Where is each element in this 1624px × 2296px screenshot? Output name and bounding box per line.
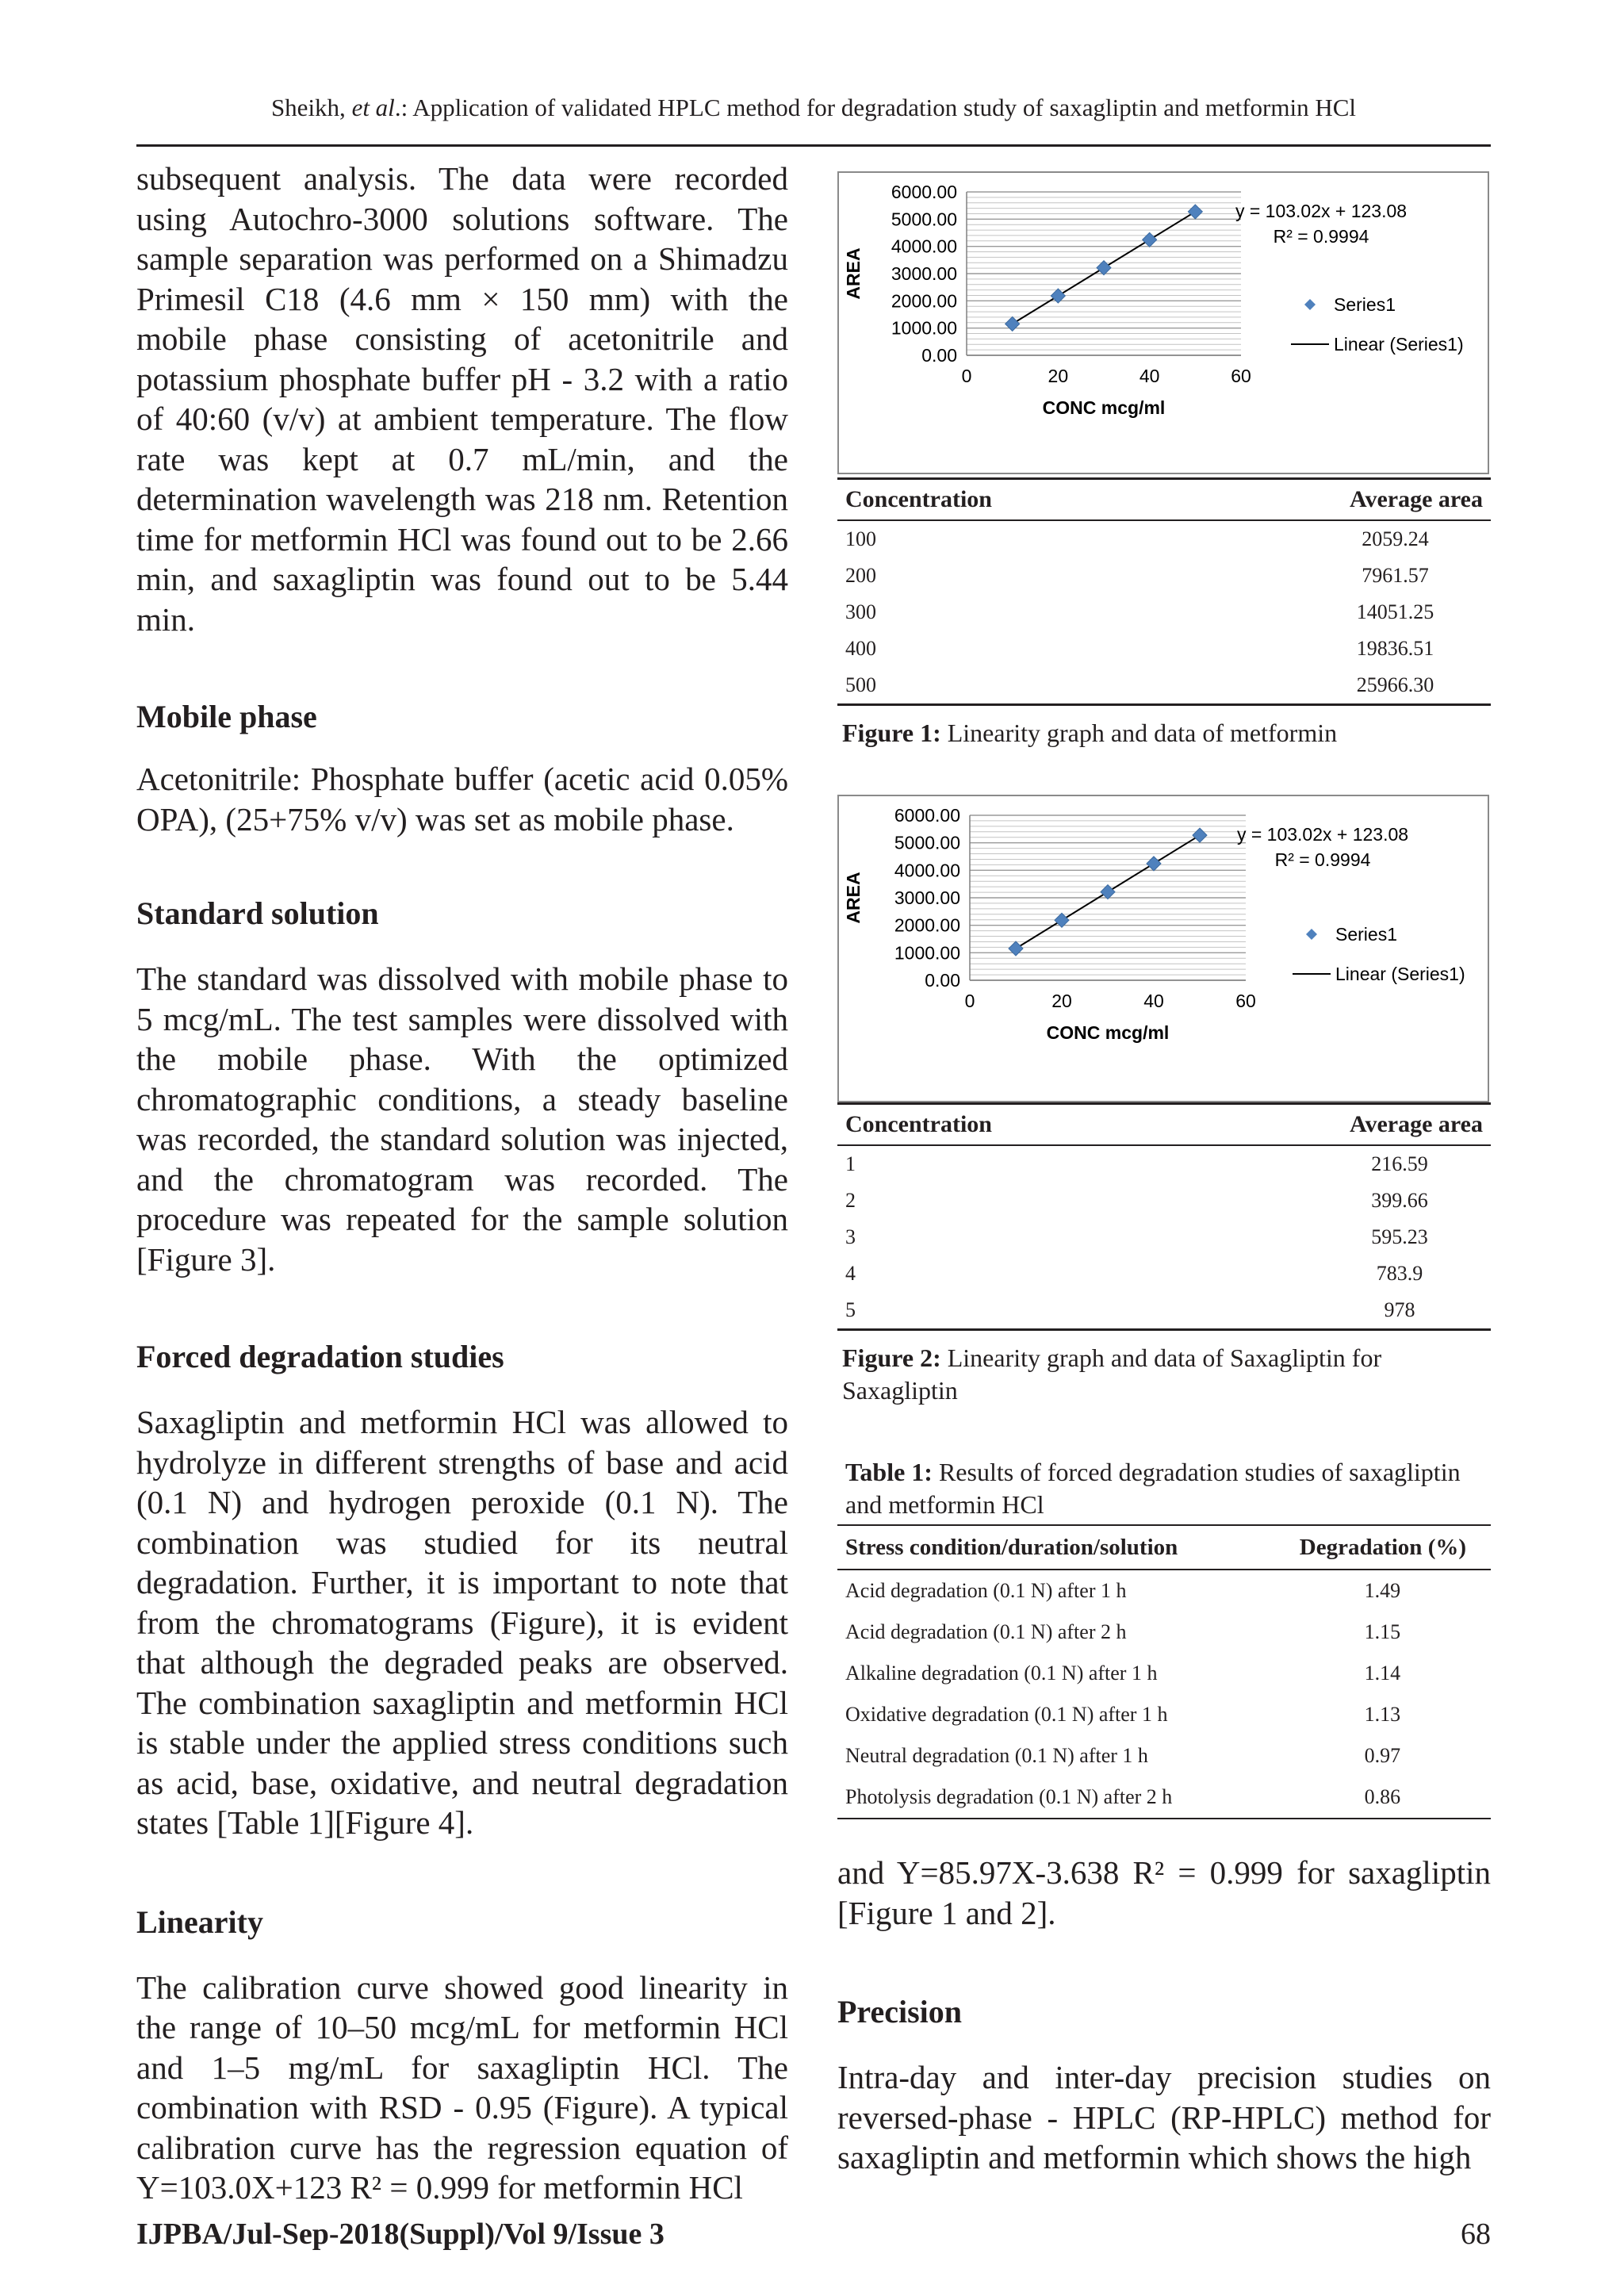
figure2-chart-svg <box>839 796 1488 1101</box>
y-axis-label: AREA <box>843 247 864 300</box>
data-point <box>1005 316 1020 331</box>
footer-journal: IJPBA/Jul-Sep-2018(Suppl)/Vol 9/Issue 3 <box>136 2217 665 2251</box>
table-row <box>837 594 1491 631</box>
table-row <box>837 631 1491 667</box>
y-tick-label: 0.00 <box>925 970 960 991</box>
cell-average-area: 25966.30 <box>1046 667 1491 705</box>
cell-concentration: 5 <box>837 1292 1055 1330</box>
cell-condition: Acid degradation (0.1 N) after 2 h <box>845 1620 1127 1643</box>
r-squared-label: R² = 0.9994 <box>1274 849 1371 870</box>
precision-paragraph: Intra-day and inter-day precision studies on reversed-phase - HPLC (RP-HPLC) method for saxagliptin and metformin which shows the high <box>837 2059 1491 2175</box>
table1-header-condition: Stress condition/duration/solution <box>837 1525 1275 1570</box>
figure2-header-concentration: Concentration <box>837 1104 1055 1146</box>
linearity-paragraph: The calibration curve showed good linearity in the range of 10–50 mcg/mL for metformin HCl and 1–5 mg/mL for saxagliptin HCl. The combination with RSD - 0.95 (Figure). A typical calibration curve has the regression equation of Y=103.0X+123 R² = 0.999 for metformin HCl <box>136 1968 788 2206</box>
trendline-equation: y = 103.02x + 123.08 <box>1235 201 1408 221</box>
table-row <box>837 558 1491 594</box>
table-row <box>837 1182 1491 1219</box>
x-tick-label: 40 <box>1139 366 1160 386</box>
figure2-caption-label: Figure 2: <box>842 1343 941 1372</box>
y-tick-label: 6000.00 <box>894 805 960 826</box>
running-header <box>136 94 1491 122</box>
cell-degradation: 1.49 <box>1364 1579 1401 1602</box>
method-paragraph: subsequent analysis. The data were recorded using Autochro-3000 solutions software. The sample separation was performed on a Shimadzu Primesil C18 (4.6 mm × 150 mm) with the mobile phase consisting of acetonitrile and potassium phosphate buffer pH - 3.2 with a ratio of 40:60 (v/v) at ambient temperature. The flow rate was kept at 0.7 mL/min, and the determination wavelength was 218 nm. Retention time for metformin HCl was found out to be 2.66 min, and saxagliptin was found out to be 5.44 min. <box>136 160 788 638</box>
cell-concentration: 300 <box>845 600 876 623</box>
left-column <box>136 159 788 2208</box>
table1-caption-label: Table 1: <box>845 1458 933 1486</box>
standard-solution-paragraph: The standard was dissolved with mobile phase to 5 mcg/mL. The test samples were dissolved with the mobile phase. With the optimized chromatographic conditions, a steady baseline was recorded, the standard solution was injected, and the chromatogram was recorded. The procedure was repeated for the sample solution [Figure 3]. <box>136 960 788 1278</box>
y-tick-label: 5000.00 <box>891 209 957 230</box>
page-number: 68 <box>1461 2217 1491 2251</box>
figure1-caption-text: Linearity graph and data of metformin <box>940 719 1338 747</box>
cell-condition: Photolysis degradation (0.1 N) after 2 h <box>837 1777 1275 1819</box>
legend-series-label: Series1 <box>1335 924 1397 945</box>
cell-concentration: 400 <box>845 637 876 660</box>
table-row <box>837 1570 1491 1612</box>
x-axis-label: CONC mcg/ml <box>1042 397 1166 418</box>
data-point <box>1188 205 1202 219</box>
x-tick-label: 60 <box>1231 366 1251 386</box>
table-row <box>837 520 1491 558</box>
legend-trendline-label: Linear (Series1) <box>1335 964 1465 984</box>
cell-degradation: 1.15 <box>1364 1620 1401 1643</box>
table-row <box>837 1219 1491 1255</box>
legend-series-marker <box>1306 929 1317 940</box>
heading-precision: Precision <box>837 1994 963 2030</box>
figure1-header-concentration: Concentration <box>837 479 1046 521</box>
table-row <box>837 1292 1491 1330</box>
x-tick-label: 20 <box>1048 366 1069 386</box>
y-tick-label: 3000.00 <box>894 887 960 908</box>
heading-linearity: Linearity <box>136 1903 263 1940</box>
x-tick-label: 60 <box>1235 991 1256 1011</box>
y-tick-label: 5000.00 <box>894 832 960 853</box>
cell-degradation: 0.86 <box>1275 1777 1491 1819</box>
table-row <box>837 1694 1491 1735</box>
y-tick-label: 4000.00 <box>894 860 960 881</box>
table-row <box>837 1255 1491 1292</box>
heading-standard-solution: Standard solution <box>136 895 379 931</box>
figure2-header-average-area: Average area <box>1055 1104 1491 1146</box>
legend-series-label: Series1 <box>1334 294 1396 315</box>
y-tick-label: 3000.00 <box>891 263 957 284</box>
cell-concentration: 3 <box>845 1225 856 1248</box>
cell-average-area: 783.9 <box>1376 1262 1423 1285</box>
y-tick-label: 1000.00 <box>894 942 960 964</box>
header-title: .: Application of validated HPLC method for degradation study of saxagliptin and metformin HCl <box>394 94 1357 121</box>
forced-degradation-paragraph: Saxagliptin and metformin HCl was allowed to hydrolyze in different strengths of base and acid (0.1 N) and hydrogen peroxide (0.1 N). The combination was studied for its neutral degradation. Further, it is important to note that from the chromatograms (Figure), it is evident that although the degraded peaks are observed. The combination saxagliptin and metformin HCl is stable under the applied stress conditions such as acid, base, oxidative, and neutral degradation states [Table 1][Figure 4]. <box>136 1404 788 1841</box>
figure2-caption-text: Linearity graph and data of Saxagliptin for Saxagliptin <box>842 1343 1382 1405</box>
cell-degradation: 0.97 <box>1364 1744 1401 1767</box>
legend-trendline-label: Linear (Series1) <box>1334 334 1464 355</box>
y-tick-label: 4000.00 <box>891 236 957 257</box>
x-axis-label: CONC mcg/ml <box>1046 1022 1170 1043</box>
cell-average-area: 14051.25 <box>1356 600 1434 623</box>
y-tick-label: 2000.00 <box>894 914 960 936</box>
cell-concentration: 1 <box>845 1152 856 1175</box>
x-tick-label: 20 <box>1051 991 1072 1011</box>
data-point <box>1193 828 1207 842</box>
figure2-table <box>837 1102 1491 1331</box>
figure2-chart <box>837 795 1489 1102</box>
figure1-table <box>837 477 1491 706</box>
x-tick-label: 0 <box>961 366 972 386</box>
heading-forced-degradation: Forced degradation studies <box>136 1339 504 1374</box>
table-row <box>837 1735 1491 1777</box>
header-rule <box>136 144 1491 147</box>
cell-concentration: 500 <box>837 667 1046 705</box>
x-tick-label: 0 <box>964 991 975 1011</box>
cell-average-area: 595.23 <box>1371 1225 1428 1248</box>
table1-caption-text: Results of forced degradation studies of saxagliptin and metformin HCl <box>845 1458 1461 1519</box>
cell-condition: Alkaline degradation (0.1 N) after 1 h <box>845 1662 1158 1685</box>
mobile-phase-paragraph: Acetonitrile: Phosphate buffer (acetic acid 0.05% OPA), (25+75% v/v) was set as mobile phase. <box>136 761 788 838</box>
table1 <box>837 1524 1491 1819</box>
legend-series-marker <box>1304 299 1316 310</box>
table1-header-degradation: Degradation (%) <box>1275 1525 1491 1570</box>
cell-concentration: 2 <box>845 1189 856 1212</box>
cell-concentration: 200 <box>845 564 876 587</box>
cell-concentration: 4 <box>845 1262 856 1285</box>
figure1-chart-svg <box>839 173 1488 473</box>
figure1-caption <box>842 717 1491 749</box>
cell-degradation: 1.14 <box>1364 1662 1401 1685</box>
figure2-caption <box>842 1342 1491 1407</box>
cell-average-area: 19836.51 <box>1356 637 1434 660</box>
cell-average-area: 399.66 <box>1371 1189 1428 1212</box>
table-row <box>837 1145 1491 1182</box>
cell-degradation: 1.13 <box>1364 1703 1401 1726</box>
x-tick-label: 40 <box>1143 991 1164 1011</box>
figure1-chart <box>837 171 1489 474</box>
table-row <box>837 1777 1491 1819</box>
cell-average-area: 216.59 <box>1371 1152 1428 1175</box>
header-etal: et al <box>351 94 395 121</box>
cell-average-area: 978 <box>1055 1292 1491 1330</box>
cell-concentration: 100 <box>845 527 876 550</box>
table-row <box>837 667 1491 705</box>
table-row <box>837 1612 1491 1653</box>
header-author: Sheikh, <box>270 94 352 121</box>
y-tick-label: 6000.00 <box>891 182 957 202</box>
trendline-equation: y = 103.02x + 123.08 <box>1236 824 1409 845</box>
cell-average-area: 7961.57 <box>1362 564 1429 587</box>
y-axis-label: AREA <box>843 872 864 924</box>
y-tick-label: 1000.00 <box>891 317 957 339</box>
figure1-header-average-area: Average area <box>1046 479 1491 521</box>
table1-caption <box>845 1456 1491 1521</box>
data-point <box>1147 857 1161 871</box>
cell-condition: Oxidative degradation (0.1 N) after 1 h <box>845 1703 1168 1726</box>
cell-average-area: 2059.24 <box>1362 527 1429 550</box>
y-tick-label: 0.00 <box>921 345 957 366</box>
regression-continuation-paragraph: and Y=85.97X-3.638 R² = 0.999 for saxagliptin [Figure 1 and 2]. <box>837 1854 1491 1931</box>
r-squared-label: R² = 0.9994 <box>1273 226 1369 247</box>
y-tick-label: 2000.00 <box>891 290 957 312</box>
cell-condition: Acid degradation (0.1 N) after 1 h <box>845 1579 1127 1602</box>
data-point <box>1143 232 1157 247</box>
heading-mobile-phase: Mobile phase <box>136 699 317 734</box>
figure1-caption-label: Figure 1: <box>842 719 941 747</box>
data-point <box>1009 941 1023 956</box>
cell-condition: Neutral degradation (0.1 N) after 1 h <box>845 1744 1148 1767</box>
table-row <box>837 1653 1491 1694</box>
right-column-text <box>837 1853 1491 2178</box>
